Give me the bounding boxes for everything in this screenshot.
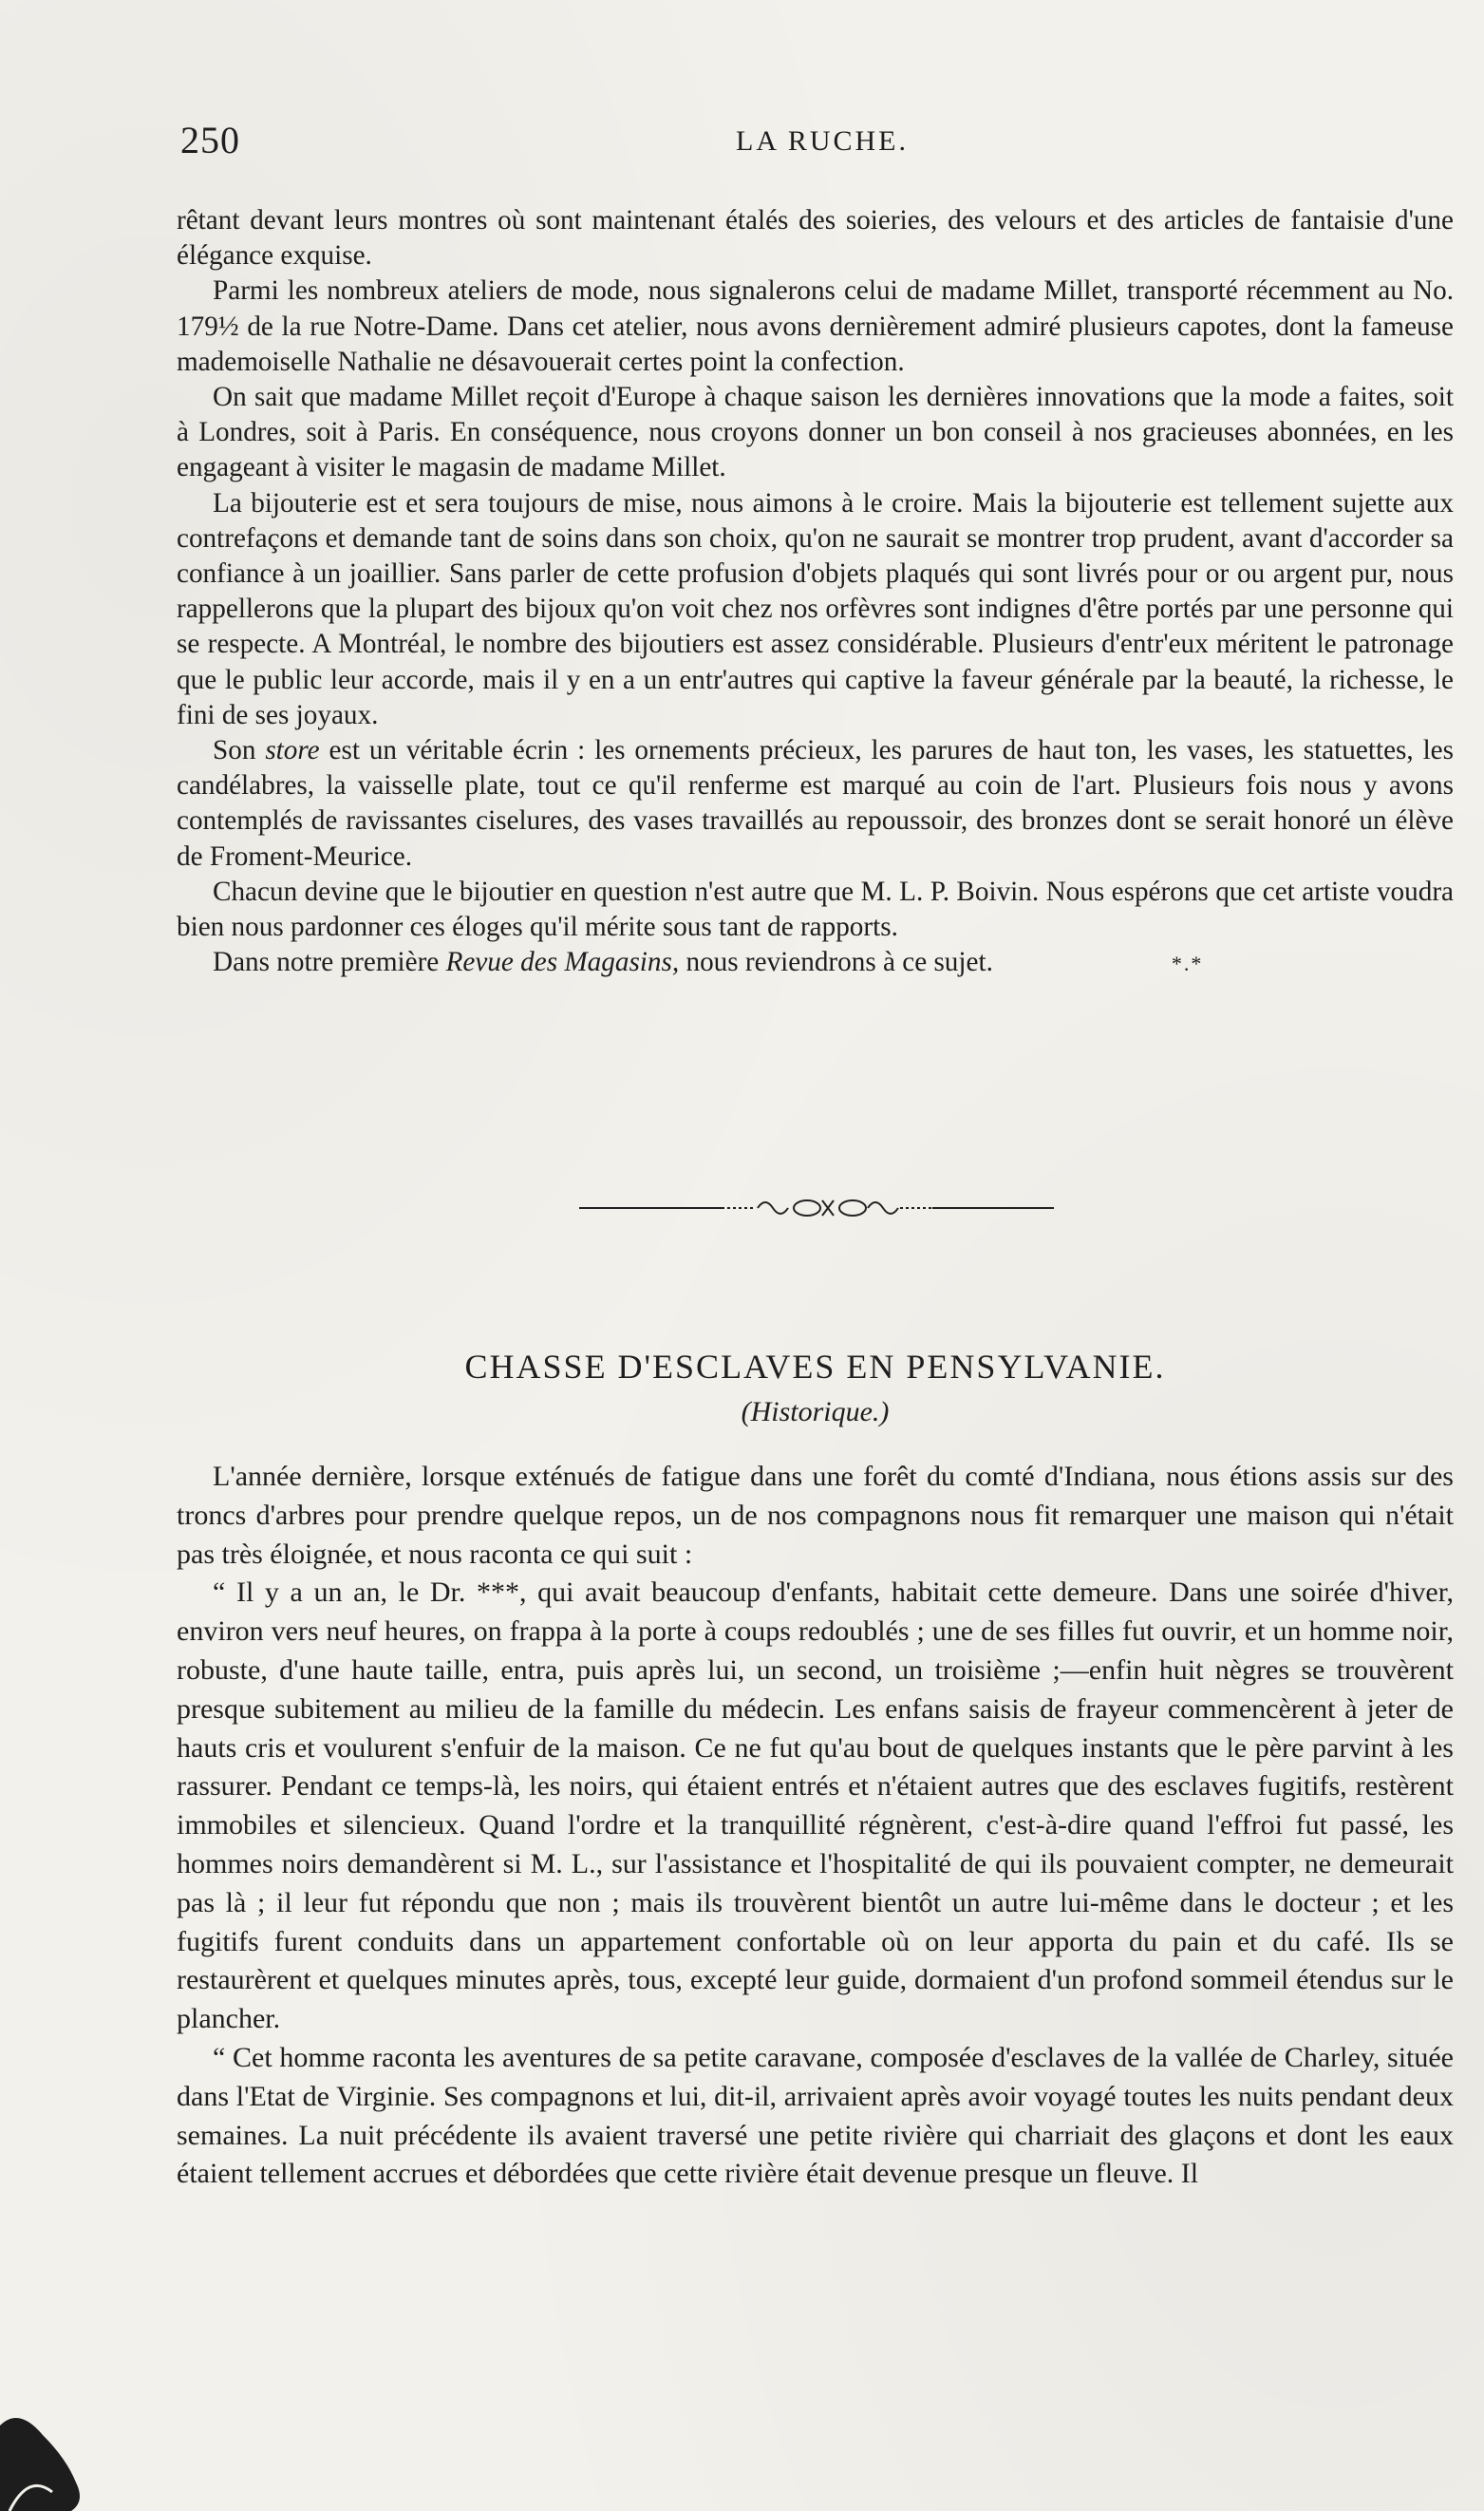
paragraph-text: nous reviendrons à ce sujet. bbox=[679, 947, 993, 978]
italic-word: store bbox=[265, 735, 320, 766]
paragraph-text: est un véritable écrin : les ornements précieux, les parures de haut ton, les vases, les statuettes, les candélabres, la vaisselle plate, tout ce qu'il renferme est marqué au coin de l'art. Plusieurs fois nous y avons contemplés de ravissantes ciselures, des vases travaillés au repoussoir, des bronzes dont se serait honoré un élève de Froment-Meurice. bbox=[177, 735, 1454, 872]
article-body-text bbox=[177, 1458, 1454, 2194]
paragraph: rêtant devant leurs montres où sont maintenant étalés des soieries, des velours et des articles de fantaisie d'une élégance exquise. bbox=[177, 205, 1454, 272]
page-header bbox=[180, 118, 1453, 165]
paragraph bbox=[177, 945, 1454, 981]
paragraph: Chacun devine que le bijoutier en question n'est autre que M. L. P. Boivin. Nous espérons que cet artiste voudra bien nous pardonner ces éloges qu'il mérite sous tant de rapports. bbox=[177, 876, 1454, 943]
paragraph: Parmi les nombreux ateliers de mode, nous signalerons celui de madame Millet, transporté récemment au No. 179½ de la rue Notre-Dame. Dans cet atelier, nous avons dernièrement admiré plusieurs capotes, dont la fameuse mademoiselle Nathalie ne désavouerait certes point la confection. bbox=[177, 275, 1454, 377]
paragraph: La bijouterie est et sera toujours de mise, nous aimons à le croire. Mais la bijouterie est tellement sujette aux contrefaçons et demande tant de soins dans son choix, qu'on ne saurait se montrer trop prudent, avant d'accorder sa confiance à un joaillier. Sans parler de cette profusion d'objets plaqués qui sont livrés pour or ou argent pur, nous rappellerons que la plupart des bijoux qu'on voit chez nos orfèvres sont indignes d'être portés par une personne qui se respecte. A Montréal, le nombre des bijoutiers est assez considérable. Plusieurs d'entr'eux méritent le patronage que le public leur accorde, mais il y en a un entr'autres qui captive la faveur générale par la beauté, la richesse, le fini de ses joyaux. bbox=[177, 487, 1454, 730]
paragraph bbox=[177, 733, 1454, 875]
article-title: CHASSE D'ESCLAVES EN PENSYLVANIE. bbox=[464, 1348, 1166, 1386]
asterism-mark: *.* bbox=[1171, 952, 1204, 976]
article-subtitle: (Historique.) bbox=[741, 1396, 890, 1427]
decorative-divider-ornament bbox=[579, 1189, 1054, 1227]
paragraph: L'année dernière, lorsque exténués de fatigue dans une forêt du comté d'Indiana, nous étions assis sur des troncs d'arbres pour prendre quelque repos, un de nos compagnons nous fit remarquer une maison qui n'était pas très éloignée, et nous raconta ce qui suit : bbox=[177, 1461, 1454, 1570]
running-head: LA RUCHE. bbox=[736, 125, 910, 157]
ink-blot-decoration bbox=[0, 2388, 104, 2511]
shop-column-text bbox=[177, 203, 1454, 981]
paragraph: “ Cet homme raconta les aventures de sa petite caravane, composée d'esclaves de la vallée de Charley, située dans l'Etat de Virginie. Ses compagnons et lui, dit-il, arrivaient après avoir voyagé toutes les nuits pendant deux semaines. La nuit précédente ils avaient traversé une petite rivière qui charriait des glaçons et dont les eaux étaient tellement accrues et débordées que cette rivière était devenue presque un fleuve. Il bbox=[177, 2041, 1454, 2190]
page-number: 250 bbox=[180, 119, 240, 161]
paragraph-text: Son bbox=[213, 735, 266, 766]
paragraph: “ Il y a un an, le Dr. ***, qui avait beaucoup d'enfants, habitait cette demeure. Dans une soirée d'hiver, environ vers neuf heures, on frappa à la porte à coups redoublés ; une de ses filles fut ouvrir, et un homme noir, robuste, d'une haute taille, entra, puis après lui, un second, un troisième ;—enfin huit nègres se trouvèrent presque subitement au milieu de la famille du médecin. Les enfans saisis de frayeur commencèrent à jeter de hauts cris et voulurent s'enfuir de la maison. Ce ne fut qu'au bout de quelques instants que le père parvint à les rassurer. Pendant ce temps-là, les noirs, qui étaient entrés et n'étaient autres que des esclaves fugitifs, restèrent immobiles et silencieux. Quand l'ordre et la tranquillité régnèrent, c'est-à-dire quand l'effroi fut passé, les hommes noirs demandèrent si M. L., sur l'assistance et l'hospitalité de qui ils pouvaient compter, ne demeurait pas là ; il leur fut répondu que non ; mais ils trouvèrent bientôt un autre lui-même dans le docteur ; et les fugitifs furent conduits dans un appartement confortable où on leur apporta du pain et du café. Ils se restaurèrent et quelques minutes après, tous, excepté leur guide, dormaient d'un profond sommeil étendus sur le plancher. bbox=[177, 1576, 1454, 2035]
paragraph: On sait que madame Millet reçoit d'Europe à chaque saison les dernières innovations que la mode a faites, soit à Londres, soit à Paris. En conséquence, nous croyons donner un bon conseil à nos gracieuses abonnées, en les engageant à visiter le magasin de madame Millet. bbox=[177, 382, 1454, 483]
italic-title: Revue des Magasins, bbox=[445, 947, 680, 978]
paragraph-text: Dans notre première bbox=[213, 947, 446, 978]
